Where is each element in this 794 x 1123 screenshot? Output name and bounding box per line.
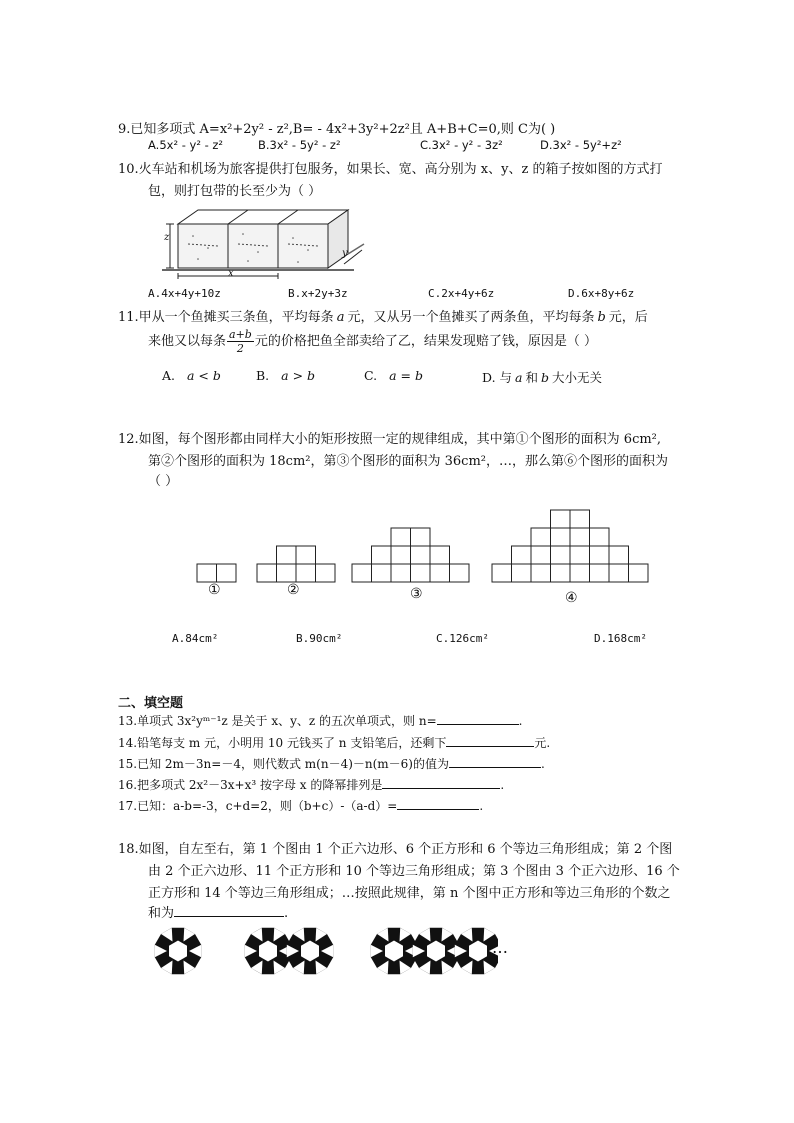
figure-3-rectangle — [430, 546, 450, 564]
q11-option-a-expr: a < b — [187, 368, 221, 383]
figure-4-rectangle — [590, 528, 610, 546]
q17-post: . — [479, 799, 484, 813]
q11-var-b: b — [597, 310, 606, 325]
figure-4-rectangle — [531, 564, 551, 582]
hexagon — [385, 940, 404, 962]
q16 — [118, 776, 504, 793]
hexagon — [301, 940, 320, 962]
figure-4-rectangle — [551, 564, 571, 582]
q11-option-d-a: a — [515, 370, 523, 385]
hexagon-unit — [155, 928, 201, 974]
figure-4-rectangle — [531, 528, 551, 546]
q10-option-c: C.2x+4y+6z — [428, 287, 495, 300]
figure-1-rectangle — [197, 564, 217, 582]
q18-line1: 18.如图，自左至右，第 1 个图由 1 个正六边形、6 个正方形和 6 个等边三角形组成；第 2 个图 — [118, 842, 673, 857]
figure-4-rectangle — [512, 546, 532, 564]
figure-3-rectangle — [411, 546, 431, 564]
q16-post: . — [500, 778, 505, 792]
q18-hexagon-pattern-figure — [148, 918, 498, 984]
figure-3-rectangle — [411, 564, 431, 582]
q9-option-d: D.3x² - 5y²+z² — [540, 138, 622, 152]
figure-4-rectangle — [570, 528, 590, 546]
q12-line2: 第②个图形的面积为 18cm²，第③个图形的面积为 36cm²，…，那么第⑥个图形的面积为 — [148, 454, 668, 469]
q10-option-d: D.6x+8y+6z — [568, 287, 635, 300]
figure-2-rectangle — [296, 564, 316, 582]
q15-answer-blank[interactable] — [449, 755, 541, 768]
q14-post: 元. — [534, 736, 551, 750]
figure-4-rectangle — [609, 546, 629, 564]
q11-option-d-tail: 大小无关 — [552, 370, 603, 385]
q16-text: 16.把多项式 2x²－3x+x³ 按字母 x 的降幂排列是 — [118, 778, 383, 792]
q12-line1: 12.如图，每个图形都由同样大小的矩形按照一定的规律组成，其中第①个图形的面积为 6cm², — [118, 432, 662, 447]
figure-4-rectangle — [590, 564, 610, 582]
q18-ellipsis: … — [492, 938, 508, 957]
q17-text: 17.已知：a-b=-3，c+d=2，则（b+c）-（a-d）= — [118, 799, 398, 813]
q10-label-y: y — [342, 248, 348, 259]
figure-3-rectangle — [372, 564, 392, 582]
q10-label-x: x — [228, 268, 234, 279]
q16-answer-blank[interactable] — [382, 776, 500, 789]
figure-3-rectangle — [391, 528, 411, 546]
figure-3-rectangle — [391, 546, 411, 564]
hexagon-unit — [413, 928, 459, 974]
figure-2-rectangle — [277, 546, 297, 564]
hexagon — [427, 940, 446, 962]
q12-option-a: A.84cm² — [172, 632, 219, 645]
figure-2-rectangle — [277, 564, 297, 582]
q18-answer-blank[interactable] — [174, 904, 284, 917]
hexagon-unit — [287, 928, 333, 974]
figure-4-rectangle — [512, 564, 532, 582]
q15-text: 15.已知 2m－3n=－4，则代数式 m(n－4)－n(m－6)的值为 — [118, 757, 449, 771]
q11-var-a: a — [336, 310, 345, 325]
figure-3-rectangle — [352, 564, 372, 582]
hexagon — [259, 940, 278, 962]
q11-line2a: 来他又以每条 — [148, 334, 227, 349]
figure-4-rectangle — [551, 546, 571, 564]
q11-line1c: 元，后 — [608, 310, 648, 325]
figure-4-rectangle — [590, 546, 610, 564]
q11-fraction — [227, 328, 254, 355]
figure-4-rectangle — [531, 546, 551, 564]
q9-option-b: B.3x² - 5y² - z² — [258, 138, 341, 152]
q12-option-c: C.126cm² — [436, 632, 489, 645]
figure-2-rectangle — [296, 546, 316, 564]
q15-post: . — [541, 757, 545, 771]
q18-line4-text: 和为 — [148, 906, 175, 921]
figure-3-rectangle — [411, 528, 431, 546]
q11-option-b-expr: a > b — [281, 368, 316, 383]
q13-answer-blank[interactable] — [437, 712, 519, 725]
q10-line1: 10.火车站和机场为旅客提供打包服务，如果长、宽、高分别为 x、y、z 的箱子按如图的方式打 — [118, 162, 663, 177]
q14 — [118, 734, 550, 751]
hexagon — [169, 940, 188, 962]
q10-option-b: B.x+2y+3z — [288, 287, 348, 300]
q12-label-4: ④ — [565, 590, 578, 606]
q14-answer-blank[interactable] — [446, 734, 534, 747]
q11-line1 — [118, 306, 648, 325]
q11-option-b — [256, 368, 315, 383]
q10-label-z: z — [164, 232, 170, 243]
q10-box-figure — [148, 204, 368, 284]
figure-4-rectangle — [551, 510, 571, 528]
q11-option-d — [482, 368, 602, 386]
figure-3-rectangle — [450, 564, 470, 582]
hexagon-unit — [371, 928, 417, 974]
figure-2-rectangle — [257, 564, 277, 582]
q14-text: 14.铅笔每支 m 元，小明用 10 元钱买了 n 支铅笔后，还剩下 — [118, 736, 447, 750]
hexagon-unit — [245, 928, 291, 974]
q12-option-d: D.168cm² — [594, 632, 647, 645]
q10-line2: 包，则打包带的长至少为（ ） — [148, 184, 322, 199]
q11-option-a-letter: A. — [162, 368, 176, 383]
figure-3-rectangle — [372, 546, 392, 564]
q11-option-c — [364, 368, 423, 383]
q11-option-d-letter: D. 与 — [482, 370, 513, 385]
figure-1-rectangle — [217, 564, 237, 582]
figure-3-rectangle — [391, 564, 411, 582]
hexagon — [469, 940, 488, 962]
q11-option-d-b: b — [541, 370, 550, 385]
q18-line4-post: . — [284, 906, 289, 921]
q12-label-3: ③ — [410, 586, 423, 602]
q9-stem: 9.已知多项式 A=x²+2y² - z²,B= - 4x²+3y²+2z²且 A+B+C=0,则 C为( ) — [118, 122, 556, 137]
q11-option-c-expr: a = b — [389, 368, 423, 383]
figure-4-rectangle — [570, 564, 590, 582]
q12-label-2: ② — [287, 582, 300, 598]
q18-line3: 正方形和 14 个等边三角形组成；…按照此规律，第 n 个图中正方形和等边三角形的个数之 — [148, 886, 671, 901]
figure-4-rectangle — [609, 564, 629, 582]
q13-text: 13.单项式 3x²yᵐ⁻¹z 是关于 x、y、z 的五次单项式，则 n= — [118, 714, 437, 728]
q11-line1-text: 11.甲从一个鱼摊买三条鱼，平均每条 — [118, 310, 334, 325]
q17-answer-blank[interactable] — [397, 797, 479, 810]
q15 — [118, 755, 545, 772]
section-title-fill-in: 二、填空题 — [118, 696, 184, 711]
q10-option-a: A.4x+4y+10z — [148, 287, 221, 300]
q11-line1b: 元，又从另一个鱼摊买了两条鱼，平均每条 — [347, 310, 595, 325]
figure-4-rectangle — [551, 528, 571, 546]
q12-option-b: B.90cm² — [296, 632, 343, 645]
figure-4-rectangle — [492, 564, 512, 582]
figure-2-rectangle — [316, 564, 336, 582]
q17 — [118, 797, 483, 814]
figure-4-rectangle — [570, 546, 590, 564]
q13-post: . — [518, 714, 523, 728]
q9-option-a: A.5x² - y² - z² — [148, 138, 224, 152]
q11-option-c-letter: C. — [364, 368, 378, 383]
q12-line3: （ ） — [148, 474, 179, 489]
q11-line2 — [148, 328, 597, 355]
figure-3-rectangle — [430, 564, 450, 582]
q11-option-a — [162, 368, 221, 383]
q12-label-1: ① — [208, 582, 221, 598]
q11-option-d-and: 和 — [525, 370, 538, 385]
figure-4-rectangle — [570, 510, 590, 528]
q11-frac-den: 2 — [236, 342, 244, 355]
figure-4-rectangle — [629, 564, 649, 582]
q13 — [118, 712, 522, 729]
q11-option-b-letter: B. — [256, 368, 270, 383]
q11-line2b: 元的价格把鱼全部卖给了乙，结果发现赔了钱，原因是（ ） — [254, 334, 597, 349]
q18-line2: 由 2 个正六边形、11 个正方形和 10 个等边三角形组成；第 3 个图由 3 个正六边形、16 个 — [148, 864, 680, 879]
q9-option-c: C.3x² - y² - 3z² — [420, 138, 503, 152]
q11-frac-num: a+b — [229, 328, 252, 341]
